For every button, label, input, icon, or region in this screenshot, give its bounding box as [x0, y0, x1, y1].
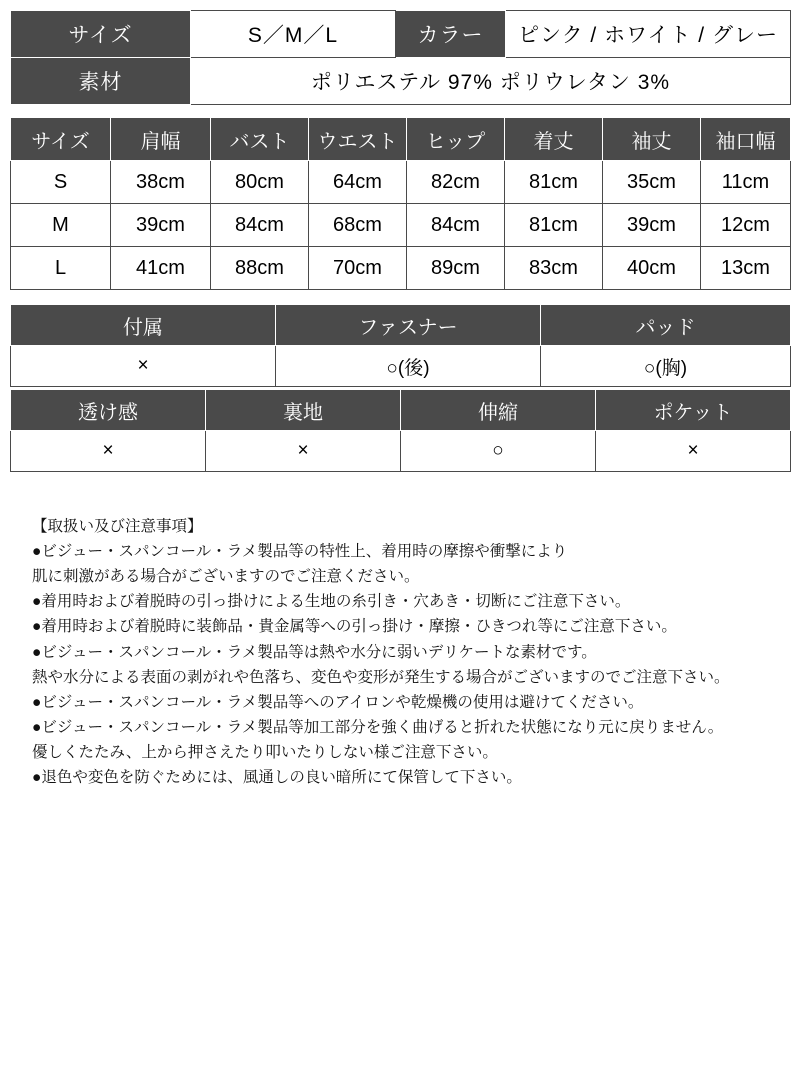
meas-header-2: バスト [211, 118, 309, 161]
meas-header-4: ヒップ [407, 118, 505, 161]
meas-cell: 13cm [701, 247, 791, 290]
spec-label-color: カラー [396, 11, 506, 58]
care-note-line: 熱や水分による表面の剥がれや色落ち、変色や変形が発生する場合がございますのでご注意下さい。 [32, 668, 730, 686]
table-row [11, 161, 791, 204]
care-note-line: ●ビジュー・スパンコール・ラメ製品等は熱や水分に弱いデリケートな素材です。 [32, 643, 597, 661]
feature-header-pocket: ポケット [596, 390, 791, 431]
meas-header-3: ウエスト [309, 118, 407, 161]
feature-value-zipper: ○(後) [276, 346, 541, 387]
feature-header-pad: パッド [541, 305, 791, 346]
meas-cell: 70cm [309, 247, 407, 290]
care-note-line: 優しくたたみ、上から押さえたり叩いたりしない様ご注意下さい。 [32, 743, 498, 761]
meas-cell: 39cm [111, 204, 211, 247]
feature-value-stretch: ○ [401, 431, 596, 472]
table-row [11, 204, 791, 247]
meas-cell: 81cm [505, 204, 603, 247]
meas-cell: 35cm [603, 161, 701, 204]
feature-header-stretch: 伸縮 [401, 390, 596, 431]
care-note-line: ●退色や変色を防ぐためには、風通しの良い暗所にて保管して下さい。 [32, 769, 522, 787]
meas-cell: 83cm [505, 247, 603, 290]
meas-header-1: 肩幅 [111, 118, 211, 161]
feature-header-attachment: 付属 [11, 305, 276, 346]
meas-cell: 41cm [111, 247, 211, 290]
care-notes-title: 【取扱い及び注意事項】 [32, 518, 203, 535]
feature-value-sheerness: × [11, 431, 206, 472]
meas-cell: 88cm [211, 247, 309, 290]
meas-cell: 39cm [603, 204, 701, 247]
feature-value-lining: × [206, 431, 401, 472]
feature-header-lining: 裏地 [206, 390, 401, 431]
table-row [11, 247, 791, 290]
table-row [11, 346, 791, 387]
meas-cell: 80cm [211, 161, 309, 204]
spec-value-material: ポリエステル 97% ポリウレタン 3% [191, 58, 791, 105]
feature-value-pocket: × [596, 431, 791, 472]
meas-cell: 68cm [309, 204, 407, 247]
spec-label-material: 素材 [11, 58, 191, 105]
features-table-accessories [10, 304, 791, 387]
meas-cell: L [11, 247, 111, 290]
spec-label-size: サイズ [11, 11, 191, 58]
meas-cell: 38cm [111, 161, 211, 204]
meas-cell: 89cm [407, 247, 505, 290]
spec-value-size: S／M／L [191, 11, 396, 58]
meas-cell: 81cm [505, 161, 603, 204]
meas-cell: 84cm [211, 204, 309, 247]
care-note-line: ●ビジュー・スパンコール・ラメ製品等へのアイロンや乾燥機の使用は避けてください。 [32, 693, 644, 711]
care-note-line: ●着用時および着脱時に装飾品・貴金属等への引っ掛け・摩擦・ひきつれ等にご注意下さい。 [32, 618, 677, 636]
meas-cell: M [11, 204, 111, 247]
meas-cell: 11cm [701, 161, 791, 204]
table-header-row [11, 118, 791, 161]
meas-header-5: 着丈 [505, 118, 603, 161]
meas-cell: 64cm [309, 161, 407, 204]
meas-header-0: サイズ [11, 118, 111, 161]
feature-header-sheerness: 透け感 [11, 390, 206, 431]
meas-cell: 12cm [701, 204, 791, 247]
meas-cell: S [11, 161, 111, 204]
spec-table [10, 10, 791, 105]
table-header-row [11, 390, 791, 431]
measurement-table [10, 117, 791, 290]
table-row [11, 431, 791, 472]
features-table-properties [10, 389, 791, 472]
meas-cell: 82cm [407, 161, 505, 204]
table-row [11, 11, 791, 58]
meas-cell: 84cm [407, 204, 505, 247]
care-note-line: 肌に刺激がある場合がございますのでご注意ください。 [32, 568, 420, 586]
meas-cell: 40cm [603, 247, 701, 290]
care-note-line: ●ビジュー・スパンコール・ラメ製品等の特性上、着用時の摩擦や衝撃により [32, 543, 568, 561]
table-row [11, 58, 791, 105]
feature-header-zipper: ファスナー [276, 305, 541, 346]
care-note-line: ●着用時および着脱時の引っ掛けによる生地の糸引き・穴あき・切断にご注意下さい。 [32, 593, 631, 611]
care-note-line: ●ビジュー・スパンコール・ラメ製品等加工部分を強く曲げると折れた状態になり元に戻りません。 [32, 718, 724, 736]
spec-value-color: ピンク / ホワイト / グレー [506, 11, 791, 58]
feature-value-pad: ○(胸) [541, 346, 791, 387]
table-header-row [11, 305, 791, 346]
care-notes [10, 514, 790, 790]
meas-header-6: 袖丈 [603, 118, 701, 161]
feature-value-attachment: × [11, 346, 276, 387]
meas-header-7: 袖口幅 [701, 118, 791, 161]
